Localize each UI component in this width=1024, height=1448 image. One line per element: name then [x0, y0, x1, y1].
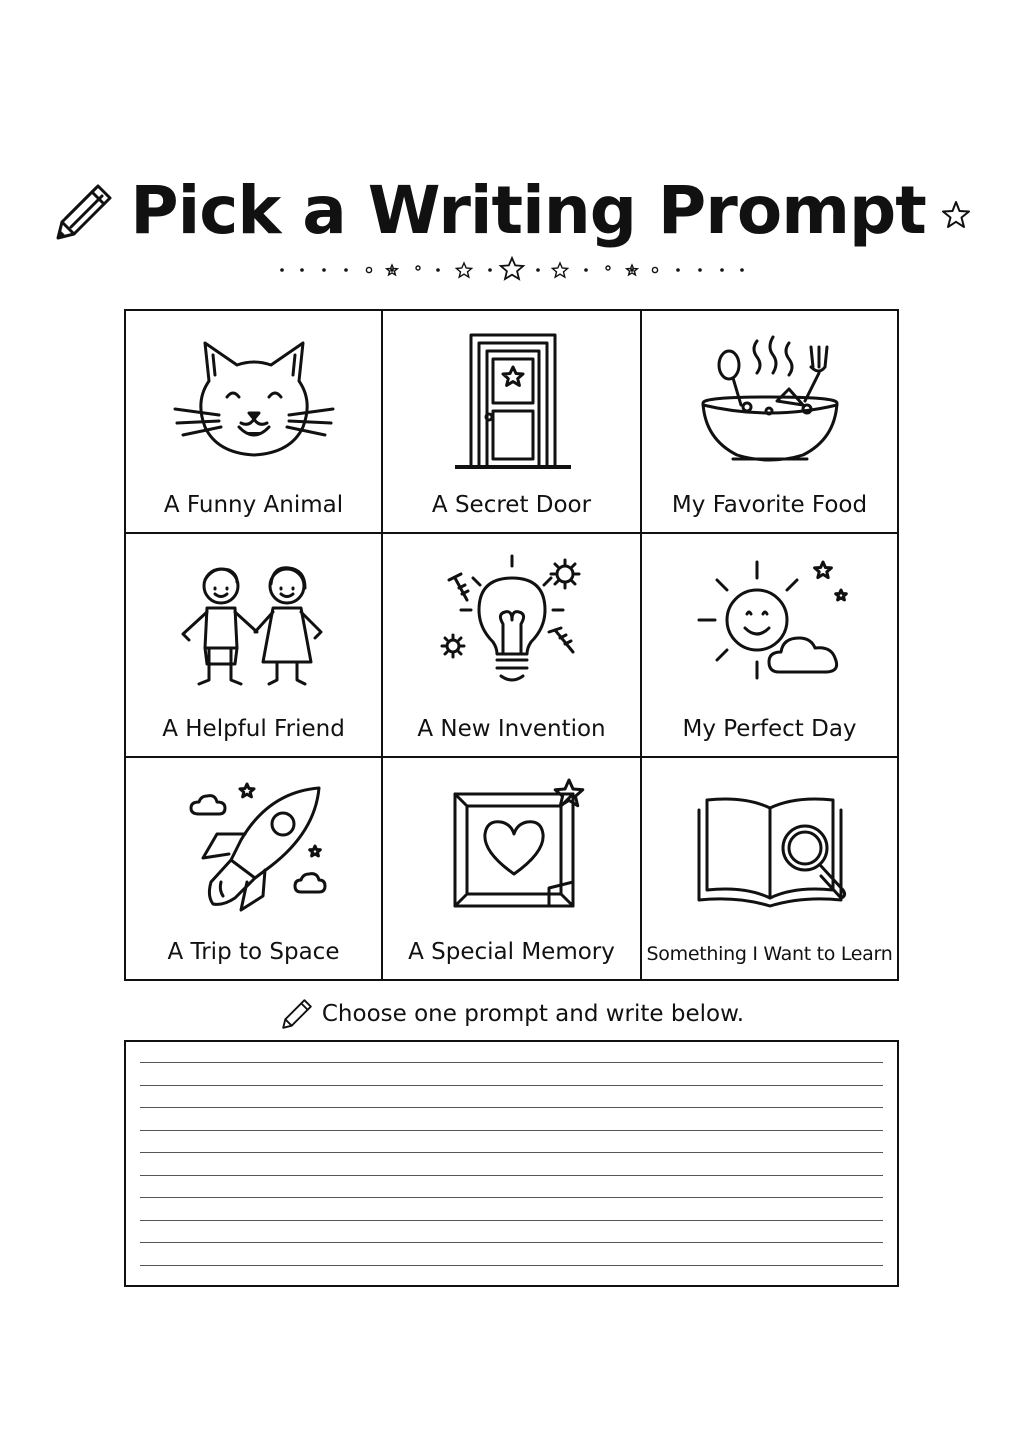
page-title: Pick a Writing Prompt	[130, 171, 926, 249]
two-kids-icon	[169, 554, 339, 694]
cat-face-icon	[169, 331, 339, 471]
writing-line	[140, 1130, 883, 1131]
prompt-card-new-invention[interactable]	[383, 534, 642, 758]
prompt-label: A Special Memory	[408, 939, 615, 965]
heart-frame-icon	[427, 778, 597, 918]
title-row	[0, 165, 1024, 255]
star-icon	[940, 199, 972, 231]
instruction-row	[0, 994, 1024, 1034]
prompt-label: Something I Want to Learn	[646, 943, 893, 965]
prompt-card-helpful-friend[interactable]	[126, 534, 383, 758]
decorative-divider	[270, 256, 754, 284]
writing-line	[140, 1062, 883, 1063]
prompt-card-funny-animal[interactable]	[126, 311, 383, 534]
writing-line	[140, 1175, 883, 1176]
door-icon	[427, 331, 597, 471]
prompt-label: My Favorite Food	[671, 492, 868, 518]
writing-line	[140, 1197, 883, 1198]
prompt-card-secret-door[interactable]	[383, 311, 642, 534]
prompt-label: A Helpful Friend	[162, 716, 345, 742]
instruction-text: Choose one prompt and write below.	[321, 1001, 745, 1027]
prompt-card-want-to-learn[interactable]	[642, 758, 897, 979]
prompt-card-perfect-day[interactable]	[642, 534, 897, 758]
prompt-card-trip-to-space[interactable]	[126, 758, 383, 979]
prompt-label: My Perfect Day	[682, 716, 857, 742]
writing-line	[140, 1220, 883, 1221]
sun-cloud-icon	[685, 554, 855, 694]
pencil-icon	[52, 180, 116, 244]
prompt-label: A Trip to Space	[167, 939, 340, 965]
prompt-label: A Secret Door	[431, 492, 592, 518]
prompt-label: A Funny Animal	[163, 492, 344, 518]
prompt-card-special-memory[interactable]	[383, 758, 642, 979]
writing-line	[140, 1265, 883, 1266]
book-magnifier-icon	[685, 778, 855, 918]
rocket-icon	[169, 778, 339, 918]
writing-line	[140, 1152, 883, 1153]
prompt-grid	[124, 309, 899, 981]
writing-line	[140, 1085, 883, 1086]
writing-area[interactable]	[124, 1040, 899, 1287]
lightbulb-icon	[427, 554, 597, 694]
prompt-card-favorite-food[interactable]	[642, 311, 897, 534]
prompt-label: A New Invention	[417, 716, 606, 742]
writing-line	[140, 1107, 883, 1108]
food-bowl-icon	[685, 331, 855, 471]
pencil-icon	[280, 997, 314, 1031]
writing-line	[140, 1242, 883, 1243]
